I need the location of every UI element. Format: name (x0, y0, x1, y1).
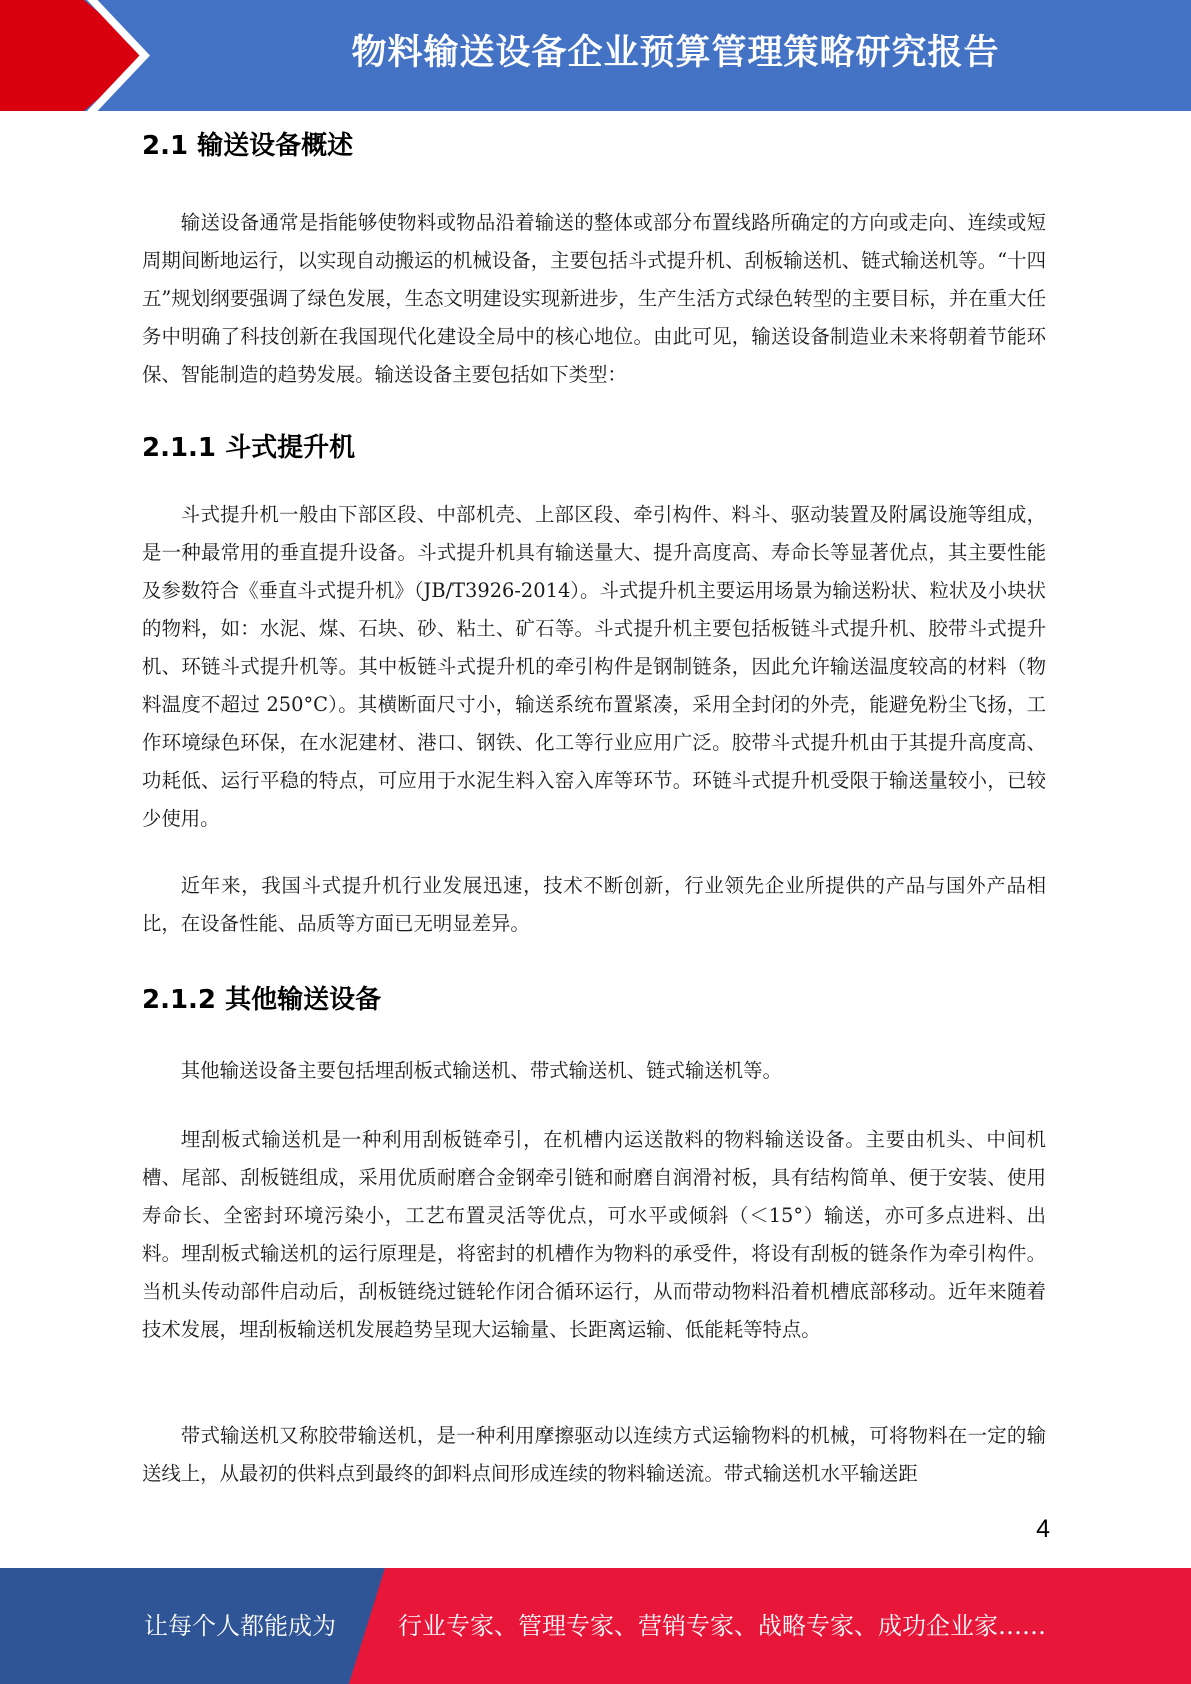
header-red-chevron (0, 0, 150, 111)
page-number: 4 (1036, 1515, 1050, 1543)
section-heading-2-1: 2.1 输送设备概述 (142, 131, 354, 161)
footer-slogan-left: 让每个人都能成为 (144, 1612, 336, 1640)
paragraph-bucket-elevator-trend: 近年来，我国斗式提升机行业发展迅速，技术不断创新，行业领先企业所提供的产品与国外产品相比，在设备性能、品质等方面已无明显差异。 (142, 874, 1046, 935)
paragraph-bucket-elevator: 斗式提升机一般由下部区段、中部机壳、上部区段、牵引构件、料斗、驱动装置及附属设施等组成，是一种最常用的垂直提升设备。斗式提升机具有输送量大、提升高度高、寿命长等显著优点，其主要性能及参数符合《垂直斗式提升机》（JB/T3926-2014）。斗式提升机主要运用场景为输送粉状、粒状及小块状的物料，如：水泥、煤、石块、砂、粘土、矿石等。斗式提升机主要包括板链斗式提升机、胶带斗式提升机、环链斗式提升机等。其中板链斗式提升机的牵引构件是钢制链条，因此允许输送温度较高的材料（物料温度不超过 250°C）。其横断面尺寸小，输送系统布置紧凑，采用全封闭的外壳，能避免粉尘飞扬，工作环境绿色环保，在水泥建材、港口、钢铁、化工等行业应用广泛。胶带斗式提升机由于其提升高度高、功耗低、运行平稳的特点，可应用于水泥生料入窑入库等环节。环链斗式提升机受限于输送量较小，已较少使用。 (142, 503, 1046, 830)
paragraph-belt-conveyor: 带式输送机又称胶带输送机，是一种利用摩擦驱动以连续方式运输物料的机械，可将物料在一定的输送线上，从最初的供料点到最终的卸料点间形成连续的物料输送流。带式输送机水平输送距 (142, 1424, 1046, 1485)
paragraph-overview: 输送设备通常是指能够使物料或物品沿着输送的整体或部分布置线路所确定的方向或走向、连续或短周期间断地运行，以实现自动搬运的机械设备，主要包括斗式提升机、刮板输送机、链式输送机等。“十四五”规划纲要强调了绿色发展，生态文明建设实现新进步，生产生活方式绿色转型的主要目标，并在重大任务中明确了科技创新在我国现代化建设全局中的核心地位。由此可见，输送设备制造业未来将朝着节能环保、智能制造的趋势发展。输送设备主要包括如下类型： (142, 211, 1046, 386)
section-heading-2-1-1: 2.1.1 斗式提升机 (142, 433, 356, 463)
page-footer-banner (0, 1568, 1191, 1684)
footer-slogan-right: 行业专家、管理专家、营销专家、战略专家、成功企业家…… (398, 1612, 1046, 1640)
report-title: 物料输送设备企业预算管理策略研究报告 (351, 33, 1000, 73)
paragraph-scraper-conveyor: 埋刮板式输送机是一种利用刮板链牵引，在机槽内运送散料的物料输送设备。主要由机头、中间机槽、尾部、刮板链组成，采用优质耐磨合金钢牵引链和耐磨自润滑衬板，具有结构简单、便于安装、使用寿命长、全密封环境污染小，工艺布置灵活等优点，可水平或倾斜（＜15°）输送，亦可多点进料、出料。埋刮板式输送机的运行原理是，将密封的机槽作为物料的承受件，将设有刮板的链条作为牵引构件。当机头传动部件启动后，刮板链绕过链轮作闭合循环运行，从而带动物料沿着机槽底部移动。近年来随着技术发展，埋刮板输送机发展趋势呈现大运输量、长距离运输、低能耗等特点。 (142, 1128, 1046, 1341)
paragraph-other-equipment-intro: 其他输送设备主要包括埋刮板式输送机、带式输送机、链式输送机等。 (180, 1059, 782, 1082)
page-header-banner (0, 0, 1191, 111)
section-heading-2-1-2: 2.1.2 其他输送设备 (142, 985, 382, 1015)
